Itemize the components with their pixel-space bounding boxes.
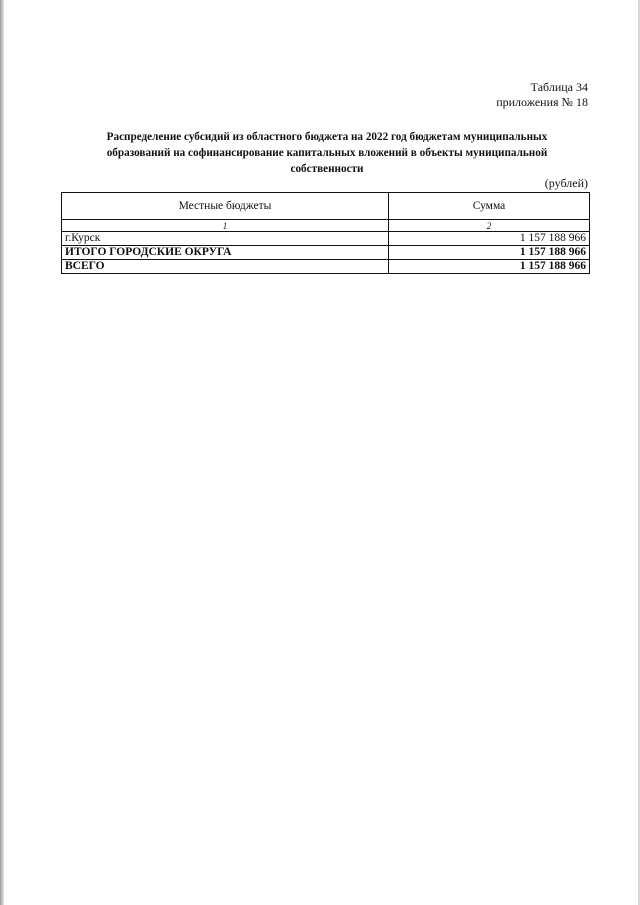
units-label: (рублей) (544, 176, 588, 190)
table-row-total (62, 260, 590, 274)
column-number-2: 2 (389, 220, 590, 232)
row-name: г.Курск (62, 232, 389, 246)
title-line: собственности (290, 163, 364, 175)
scan-edge (0, 0, 4, 905)
row-amount: 1 157 188 966 (389, 260, 590, 274)
column-number-row (62, 220, 590, 232)
header-local-budgets: Местные бюджеты (62, 193, 389, 220)
table-row (62, 232, 590, 246)
title-line: Распределение субсидий из областного бюджета на 2022 год бюджетам муниципальных (106, 131, 548, 143)
appendix-label: приложения № 18 (496, 95, 588, 109)
row-amount: 1 157 188 966 (389, 246, 590, 260)
column-number-1: 1 (62, 220, 389, 232)
document-title (64, 129, 590, 177)
table-reference (496, 80, 588, 110)
title-line: образований на софинансирование капитальных вложений в объекты муниципальной (106, 147, 548, 159)
row-amount: 1 157 188 966 (389, 232, 590, 246)
row-name: ВСЕГО (62, 260, 389, 274)
table-row-subtotal (62, 246, 590, 260)
table-header-row (62, 193, 590, 220)
header-amount: Сумма (389, 193, 590, 220)
row-name: ИТОГО ГОРОДСКИЕ ОКРУГА (62, 246, 389, 260)
table-label: Таблица 34 (530, 80, 588, 94)
budget-table (61, 192, 590, 274)
